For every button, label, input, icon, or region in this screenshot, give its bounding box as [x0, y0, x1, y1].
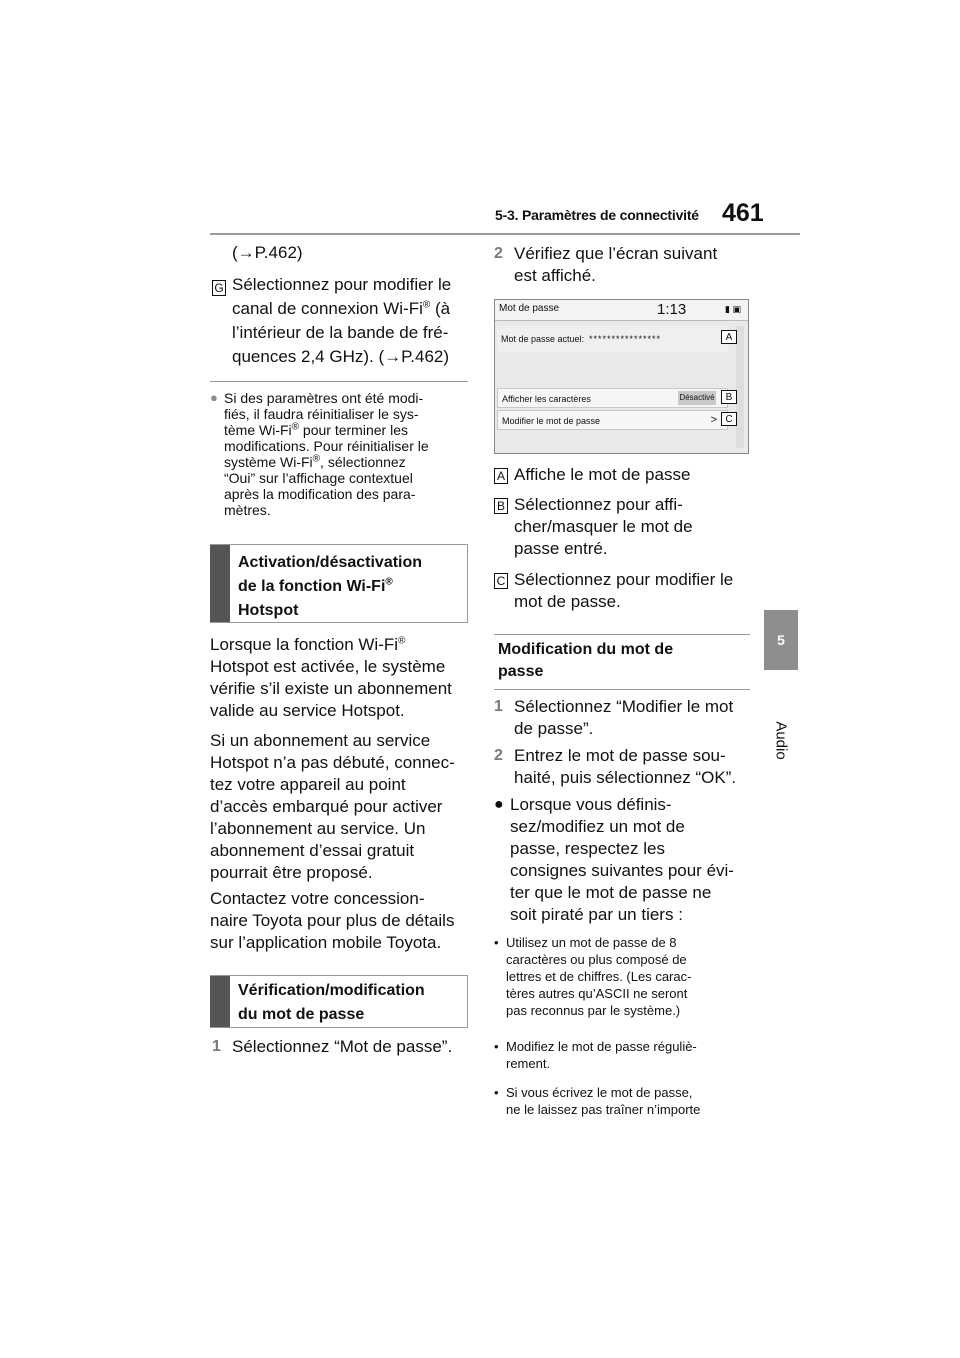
- step-number: 1: [212, 1038, 221, 1055]
- page-number: 461: [722, 199, 764, 227]
- step2-text: Vérifiez que l’écran suivant est affiché.: [514, 244, 718, 285]
- bullet-dot: •: [494, 1085, 499, 1100]
- password-guidelines: Lorsque vous définis- sez/modifiez un mot de passe, respectez les consignes suivantes pour évi- ter que le mot de passe ne soit piraté par un tiers :: [510, 795, 734, 924]
- note-bullet-icon: ●: [210, 390, 218, 405]
- para-hotspot-3: Contactez votre concession- naire Toyota pour plus de détails sur l’application mobile Toyota.: [210, 889, 455, 952]
- toggle-off[interactable]: Désactivé: [678, 391, 716, 405]
- callout-a: A: [721, 330, 737, 344]
- badge-g: G: [212, 280, 226, 296]
- bullet-dot: •: [494, 935, 499, 950]
- callout-b: B: [721, 390, 737, 404]
- callout-c: C: [721, 412, 737, 426]
- screen-clock: 1:13: [657, 301, 687, 318]
- badge-c: C: [494, 573, 508, 589]
- show-characters-row[interactable]: Afficher les caractères Désactivé: [497, 388, 728, 408]
- item-g-line1: Sélectionnez pour modifier le: [232, 275, 452, 294]
- item-g-line3: l’intérieur de la bande de fré-: [232, 323, 449, 342]
- item-c-text: Sélectionnez pour modifier le mot de passe.: [514, 570, 734, 611]
- change-password-row[interactable]: Modifier le mot de passe >: [497, 410, 728, 430]
- section-hotspot: Activation/désactivation de la fonction Wi-Fi® Hotspot: [210, 544, 468, 623]
- step-number: 2: [494, 747, 503, 764]
- item-g-line2: canal de connexion Wi-Fi® (à: [232, 299, 451, 318]
- item-g-line4: quences 2,4 GHz). (→P.462): [232, 347, 450, 366]
- modify-step2: Entrez le mot de passe sou- haité, puis sélectionnez “OK”.: [514, 746, 737, 787]
- section-title: 5-3. Paramètres de connectivité: [495, 207, 699, 223]
- status-icons: ▮ ▣: [725, 304, 741, 314]
- bullet-icon: ●: [494, 796, 504, 813]
- item-a-text: Affiche le mot de passe: [514, 465, 691, 484]
- note-text: Si des paramètres ont été modi- fiés, il faudra réinitialiser le sys- tème Wi-Fi® pour terminer les modifications. Pour réinitialiser le système Wi-Fi®, sélectionnez “Oui” sur l’affichage contextuel après la modification des para- mètres.: [224, 390, 429, 518]
- guideline-3: Si vous écrivez le mot de passe, ne le laissez pas traîner n’importe: [506, 1085, 701, 1117]
- bullet-dot: •: [494, 1039, 499, 1054]
- step-number: 1: [494, 698, 503, 715]
- guideline-1: Utilisez un mot de passe de 8 caractères ou plus composé de lettres et de chiffres. (Les carac- tères autres qu’ASCII ne seront pas reconnus par le système.): [506, 935, 692, 1018]
- scrollbar[interactable]: [736, 326, 744, 448]
- step-number: 2: [494, 245, 503, 262]
- screen-title: Mot de passe: [499, 303, 560, 314]
- item-b-text: Sélectionnez pour affi- cher/masquer le mot de passe entré.: [514, 495, 693, 558]
- para-hotspot-2: Si un abonnement au service Hotspot n’a pas débuté, connec- tez votre appareil au point d’accès embarqué pour activer l’abonnement au service. Un abonnement d’essai gratuit pourrait être proposé.: [210, 731, 455, 882]
- password-screen: [494, 299, 749, 454]
- header-rule: [210, 233, 800, 235]
- guideline-2: Modifiez le mot de passe réguliè- rement.: [506, 1039, 697, 1071]
- section-modify-password: Modification du mot de passe: [494, 634, 750, 690]
- ref-top: (→P.462): [232, 243, 303, 262]
- step1-text: Sélectionnez “Mot de passe”.: [232, 1037, 453, 1056]
- badge-a: A: [494, 468, 508, 484]
- section-password: Vérification/modification du mot de passe: [210, 975, 468, 1028]
- badge-b: B: [494, 498, 508, 514]
- note-rule: [210, 381, 468, 382]
- screen-titlebar: [495, 300, 748, 321]
- current-password-row: Mot de passe actuel: ****************: [497, 326, 728, 352]
- modify-step1: Sélectionnez “Modifier le mot de passe”.: [514, 697, 734, 738]
- chapter-tab: 5: [764, 610, 798, 670]
- chevron-right-icon: >: [710, 414, 717, 426]
- chapter-label: Audio: [772, 720, 790, 760]
- para-hotspot-1: Lorsque la fonction Wi-Fi® Hotspot est activée, le système vérifie s’il existe un abonnement valide au service Hotspot.: [210, 635, 452, 720]
